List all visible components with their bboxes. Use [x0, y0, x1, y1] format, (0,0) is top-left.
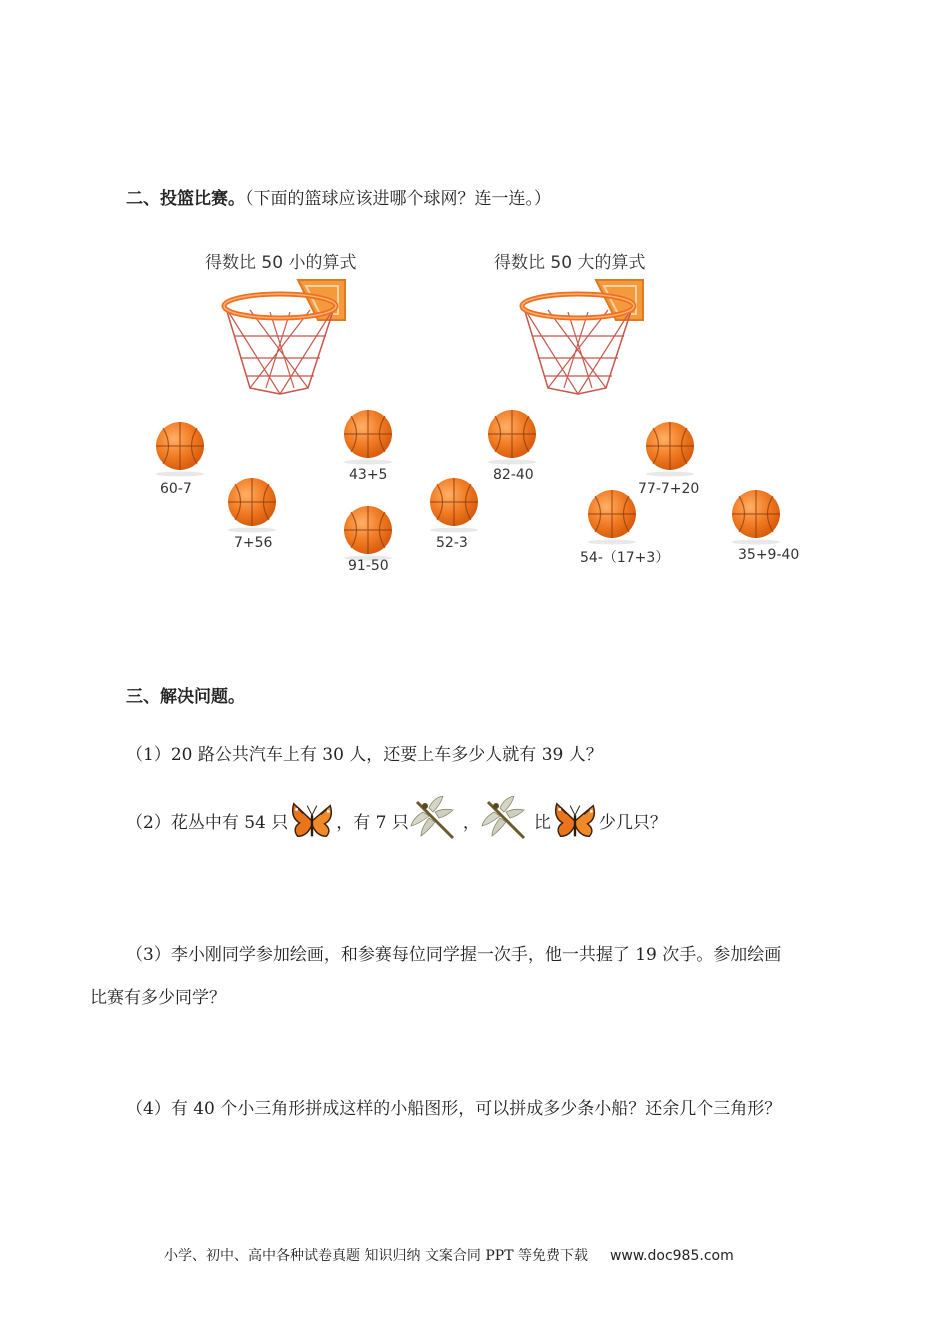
question-2-part1: （2）花丛中有 54 只	[126, 812, 289, 833]
question-2-part2: ，有 7 只	[336, 812, 409, 833]
basketball-icon[interactable]	[338, 406, 398, 466]
ball-label: 43+5	[349, 467, 388, 483]
question-3-line1: （3）李小刚同学参加绘画，和参赛每位同学握一次手，他一共握了 19 次手。参加绘画	[126, 945, 782, 965]
section2-heading	[126, 184, 551, 209]
basketball-icon[interactable]	[150, 418, 210, 478]
section3-title: 三、解决问题。	[126, 687, 245, 707]
ball-label: 77-7+20	[638, 481, 700, 497]
basketball-hoop-icon	[508, 276, 648, 396]
basketball-icon[interactable]	[582, 486, 642, 546]
ball-label: 91-50	[348, 558, 389, 570]
dragonfly-icon	[409, 796, 463, 844]
question-1: （1）20 路公共汽车上有 30 人，还要上车多少人就有 39 人？	[126, 745, 603, 765]
footer-url[interactable]: www.doc985.com	[609, 1248, 734, 1264]
ball-label: 60-7	[160, 481, 192, 497]
footer	[164, 1245, 734, 1265]
question-2-part4: 比	[533, 812, 551, 833]
ball-label: 54-（17+3）	[580, 550, 670, 566]
basketball-icon[interactable]	[222, 474, 282, 534]
question-4: （4）有 40 个小三角形拼成这样的小船图形，可以拼成多少条小船？还余几个三角形？	[126, 1099, 782, 1119]
hoop-label-less: 得数比 50 小的算式	[205, 253, 357, 273]
basketball-icon[interactable]	[482, 406, 542, 466]
butterfly-icon	[551, 797, 599, 843]
basketball-icon[interactable]	[640, 418, 700, 478]
hoop-label-greater: 得数比 50 大的算式	[494, 253, 646, 273]
footer-text: 小学、初中、高中各种试卷真题 知识归纳 文案合同 PPT 等免费下载	[164, 1248, 588, 1264]
question-2-part3: ，	[462, 812, 480, 833]
ball-label: 52-3	[436, 535, 468, 551]
ball-label: 7+56	[234, 535, 273, 551]
section2-note: （下面的篮球应该进哪个球网？连一连。）	[245, 189, 551, 209]
ball-label: 82-40	[493, 467, 534, 483]
dragonfly-icon	[480, 796, 534, 844]
basketball-hoop-icon	[210, 276, 350, 396]
basketball-icon[interactable]	[338, 502, 398, 562]
question-3-line2: 比赛有多少同学？	[90, 988, 226, 1008]
butterfly-icon	[288, 797, 336, 843]
question-2-part5: 少几只？	[598, 812, 667, 833]
basketball-icon[interactable]	[726, 486, 786, 546]
section2-title: 二、投篮比赛。	[126, 189, 245, 209]
ball-label: 35+9-40	[738, 547, 800, 563]
basketball-icon[interactable]	[424, 474, 484, 534]
question-2	[126, 792, 667, 848]
